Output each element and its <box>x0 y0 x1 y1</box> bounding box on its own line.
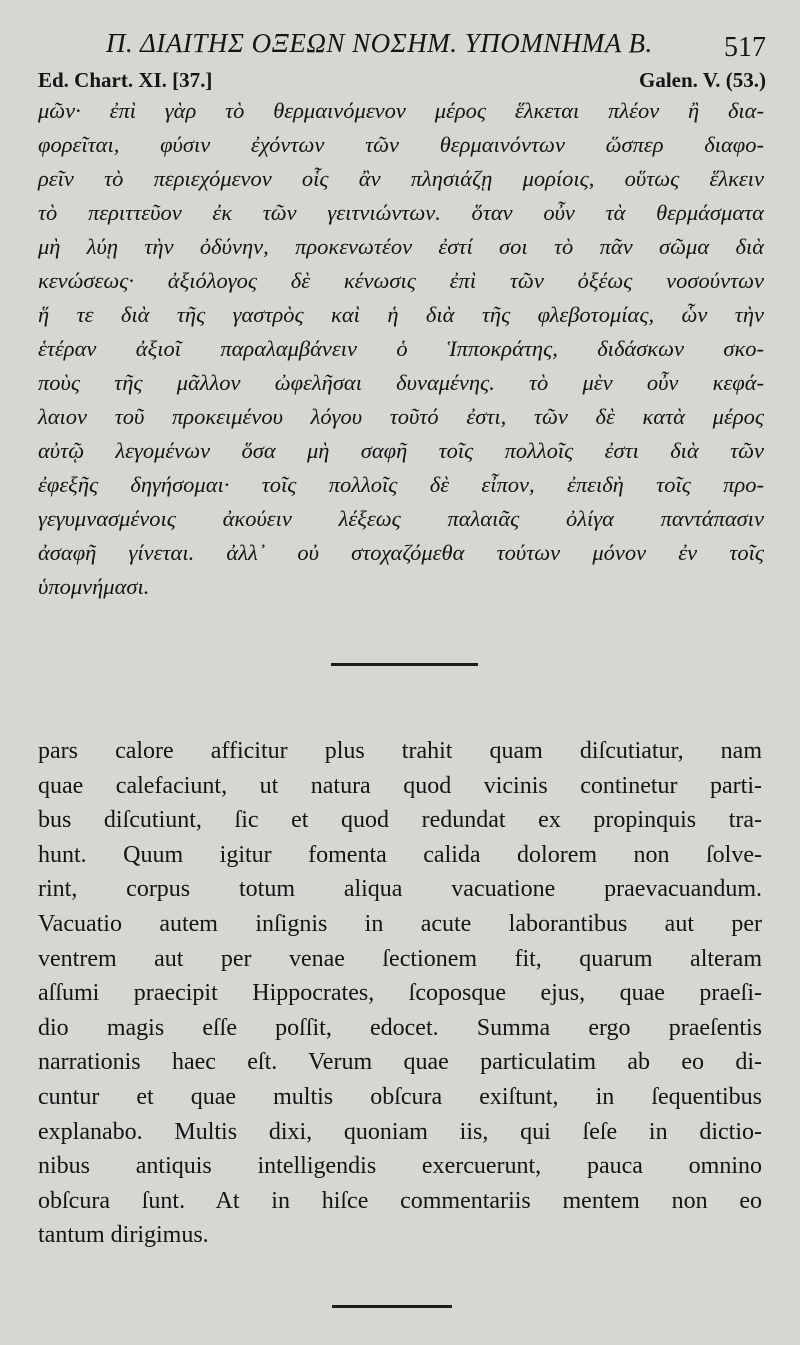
latin-line: narrationis haec eſt. Verum quae particulatim ab eo di- <box>38 1049 762 1076</box>
latin-text-block <box>38 734 762 1253</box>
greek-line: ρεῖν τὸ περιεχόμενον οἷς ἂν πλησιάζῃ μορίοις, οὕτως ἕλκειν <box>38 166 764 191</box>
latin-line: nibus antiquis intelligendis exercuerunt, pauca omnino <box>38 1153 762 1180</box>
greek-line: γεγυμνασμένοις ἀκούειν λέξεως παλαιᾶς ὀλίγα παντάπασιν <box>38 506 764 531</box>
latin-line: bus diſcutiunt, ſic et quod redundat ex propinquis tra- <box>38 807 762 834</box>
greek-line: ποὺς τῆς μᾶλλον ὠφελῆσαι δυναμένης. τὸ μὲν οὖν κεφά- <box>38 370 764 395</box>
greek-line: τὸ περιττεῦον ἐκ τῶν γειτνιώντων. ὅταν οὖν τὰ θερμάσματα <box>38 200 764 225</box>
section-divider-rule <box>331 663 478 666</box>
footer-divider-rule <box>332 1305 452 1308</box>
latin-line: Vacuatio autem inſignis in acute laborantibus aut per <box>38 910 762 937</box>
latin-line: dio magis eſſe poſſit, edocet. Summa ergo praeſentis <box>38 1014 762 1041</box>
page-number: 517 <box>724 32 766 63</box>
edition-reference-line <box>38 68 766 94</box>
greek-line: ἥ τε διὰ τῆς γαστρὸς καὶ ἡ διὰ τῆς φλεβοτομίας, ὧν τὴν <box>38 302 764 327</box>
greek-line: ὑπομνήμασι. <box>38 574 150 599</box>
latin-line: tantum dirigimus. <box>38 1222 209 1249</box>
greek-text-block <box>38 94 764 604</box>
latin-line: explanabo. Multis dixi, quoniam iis, qui ſeſe in dictio- <box>38 1118 762 1145</box>
latin-line: hunt. Quum igitur fomenta calida dolorem non ſolve- <box>38 841 762 868</box>
latin-line: quae calefaciunt, ut natura quod vicinis continetur parti- <box>38 772 762 799</box>
edition-chartier-ref: Ed. Chart. XI. [37.] <box>38 68 213 92</box>
latin-line: pars calore afficitur plus trahit quam diſcutiatur, nam <box>38 738 762 764</box>
greek-line: κενώσεως· ἀξιόλογος δὲ κένωσις ἐπὶ τῶν ὀξέως νοσούντων <box>38 268 764 293</box>
running-title: Π. ΔΙΑΙΤΗΣ ΟΞΕΩΝ ΝΟΣΗΜ. ΥΠΟΜΝΗΜΑ Β. <box>106 28 653 58</box>
greek-line: αὐτῷ λεγομένων ὅσα μὴ σαφῆ τοῖς πολλοῖς ἐστι διὰ τῶν <box>38 438 764 463</box>
latin-line: aſſumi praecipit Hippocrates, ſcoposque ejus, quae praeſi- <box>38 980 762 1007</box>
greek-line: φορεῖται, φύσιν ἐχόντων τῶν θερμαινόντων ὥσπερ διαφο- <box>38 132 764 157</box>
greek-line: ἀσαφῆ γίνεται. ἀλλ᾽ οὐ στοχαζόμεθα τούτων μόνον ἐν τοῖς <box>38 540 764 565</box>
latin-line: obſcura ſunt. At in hiſce commentariis mentem non eo <box>38 1187 762 1214</box>
greek-line: λαιον τοῦ προκειμένου λόγου τοῦτό ἐστι, τῶν δὲ κατὰ μέρος <box>38 404 764 429</box>
edition-galen-ref: Galen. V. (53.) <box>639 68 766 92</box>
latin-line: cuntur et quae multis obſcura exiſtunt, in ſequentibus <box>38 1083 762 1110</box>
greek-line: μὴ λύῃ τὴν ὀδύνην, προκενωτέον ἐστί σοι τὸ πᾶν σῶμα διὰ <box>38 234 764 259</box>
running-head <box>36 28 766 64</box>
greek-line: ἐφεξῆς δηγήσομαι· τοῖς πολλοῖς δὲ εἶπον, ἐπειδὴ τοῖς προ- <box>38 472 764 497</box>
latin-line: ventrem aut per venae ſectionem fit, quarum alteram <box>38 945 762 972</box>
greek-line: ἑτέραν ἀξιοῖ παραλαμβάνειν ὁ Ἱπποκράτης, διδάσκων σκο- <box>38 336 764 361</box>
latin-line: rint, corpus totum aliqua vacuatione praevacuandum. <box>38 876 762 903</box>
greek-line: μῶν· ἐπὶ γὰρ τὸ θερμαινόμενον μέρος ἕλκεται πλέον ἢ δια- <box>38 98 764 123</box>
